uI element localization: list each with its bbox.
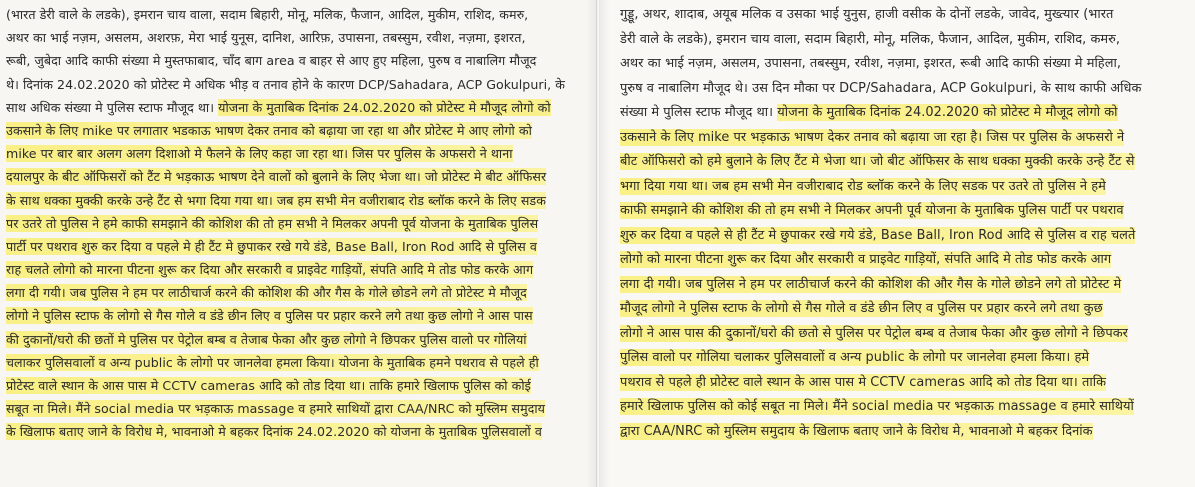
- line-text: उकसाने के लिए mike पर भड़काऊ भाषण देकर तनाव को बढ़ाया जा रहा है। जिस पर पुलिस के अफसरो ने: [620, 129, 1125, 145]
- line-text: भगा दिया गया था। जब हम सभी मेन वजीराबाद रोड ब्लॉक करने के लिए सडक पर उतरे तो पुलिस ने हमे: [620, 178, 1106, 194]
- left-page-line: [6, 96, 590, 119]
- line-text: दयालपुर के बीट ऑफिसरों को टैंट मे भड़काऊ भाषण देने वालों को बुलाने के लिए भेजा था। जो प्रोटेस्ट मे बीट ऑफिसर: [6, 169, 547, 185]
- line-text: लोगो को मारना पीटना शुरू कर दिया और सरकारी व प्राइवेट गाड़ियों, संपति आदि मे तोड फोड करके आग: [620, 252, 1112, 267]
- left-page-line: [6, 73, 590, 96]
- right-page-line: [620, 28, 1189, 53]
- right-page-line: [620, 346, 1189, 371]
- right-page-line: [620, 395, 1189, 420]
- left-page-line: [6, 281, 590, 304]
- right-page-line: [620, 248, 1189, 273]
- line-text: के साथ धक्का मुक्की करके उन्हे टैंट से भगा दिया गया था। जब हम सभी मेन वजीराबाद रोड ब्लॉक करने के लिए सडक: [6, 192, 546, 208]
- left-page-line: [6, 304, 590, 327]
- right-page-line: [620, 150, 1189, 175]
- highlighted-text: योजना के मुताबिक दिनांक 24.02.2020 को प्रोटेस्ट मे मौजूद लोगो को: [777, 105, 1118, 120]
- left-page-line: [6, 420, 590, 443]
- line-text: सबूत ना मिले। मैंने social media पर भड़काऊ massage व हमारे साथियों द्वारा CAA/NRC को मुस्लिम समुदाय: [6, 401, 546, 417]
- right-page-line: [620, 126, 1189, 151]
- line-text: लोगो ने आस पास की दुकानों/घरो की छतो से पुलिस पर पेट्रोल बम्ब व तेजाब फेका और कुछ लोगो ने छिपकर: [620, 325, 1128, 341]
- line-text: शुरु कर दिया व पहले से ही टैंट मे छुपाकर रखे गये डंडे, Base Ball, Iron Rod आदि से पुलिस व राह चलते: [620, 227, 1136, 243]
- left-page-line: [6, 142, 590, 165]
- line-text: रूबी, जुबेदा आदि काफी संख्या मे मुस्तफाबाद, चाँद बाग area व बाहर से आए हुए महिला, पुरुष व नाबालिग मौजूद: [6, 53, 537, 69]
- left-page-line: [6, 119, 590, 142]
- right-page: [600, 0, 1195, 487]
- right-page-line: [620, 3, 1189, 28]
- left-page-line: [6, 351, 590, 374]
- left-page-line: [6, 49, 590, 72]
- right-page-line: [620, 371, 1189, 396]
- line-text: अथर का भाई नज़म, असलम, उपासना, तबस्सुम, रवीश, नज़मा, इशरत, रूबी आदि काफी संख्या मे महिला,: [620, 56, 1121, 71]
- left-page-line: [6, 328, 590, 351]
- line-text: हमारे खिलाफ पुलिस को कोई सबूत ना मिले। मैंने social media पर भड़काऊ massage व हमारे साथियों: [620, 399, 1134, 414]
- right-page-line: [620, 273, 1189, 298]
- line-text: अथर का भाई नज़म, असलम, अशरफ़, मेरा भाई युनूस, दानिश, आरिफ़, उपासना, तबस्सुम, रवीश, नज़मा, इशरत,: [6, 30, 526, 46]
- left-page-line: [6, 26, 590, 49]
- left-page-line: [6, 444, 590, 467]
- left-page-line: [6, 235, 590, 258]
- left-page-line: [6, 258, 590, 281]
- line-text: के खिलाफ बताए जाने के विरोध मे, भावनाओ मे बहकर दिनांक 24.02.2020 को योजना के मुताबिक पुलिसवालों व: [6, 424, 542, 440]
- line-text: डेरी वाले के लडके), इमरान चाय वाला, सदाम बिहारी, मोनू, मलिक, फैजान, आदिल, मुकीम, राशिद, कमरु,: [620, 31, 1121, 47]
- left-page-line: [6, 374, 590, 397]
- left-page: [0, 0, 596, 487]
- right-page-line: [620, 322, 1189, 347]
- left-page-line: [6, 189, 590, 212]
- line-text: लोगो ने पुलिस स्टाफ के लोगो से गैस गोले व डंडे छीन लिए व पुलिस पर प्रहार करने लगे तथा कुछ लोगो ने आस पास: [6, 308, 533, 324]
- line-text: लगा दी गयी। जब पुलिस ने हम पर लाठीचार्ज करने की कोशिश की और गैस के गोले छोडने लगे तो प्रोटेस्ट मे: [620, 276, 1122, 292]
- line-text: संख्या मे पुलिस स्टाफ मौजूद था।: [620, 105, 774, 120]
- line-text: पुरुष व नाबालिग मौजूद थे। उस दिन मौका पर DCP/Sahadara, ACP Gokulpuri, के साथ काफी अधिक: [620, 80, 1142, 96]
- left-page-line: [6, 3, 590, 26]
- right-page-line: [620, 101, 1189, 126]
- line-text: चलाकर पुलिसवालों व अन्य public के लोगो पर जानलेवा हमला किया। योजना के मुताबिक हमने पथराव से पहले ही: [6, 354, 539, 370]
- right-page-line: [620, 420, 1189, 445]
- right-page-line: [620, 297, 1189, 322]
- line-text: गुड्डू, अथर, शादाब, अयूब मलिक व उसका भाई युनुस, हाजी वसीक के दोनों लडके, जावेद, मुख्त्यार (भारत: [620, 7, 1114, 22]
- line-text: mike पर बार बार अलग अलग दिशाओ मे फैलने के लिए कहा जा रहा था। जिस पर पुलिस के अफसरो ने थाना: [6, 146, 513, 162]
- right-page-line: [620, 224, 1189, 249]
- right-page-line: [620, 199, 1189, 224]
- line-text: साथ अधिक संख्या मे पुलिस स्टाफ मौजूद था।: [6, 99, 215, 115]
- left-page-line: [6, 212, 590, 235]
- line-text: राह चलते लोगो को मारना पीटना शुरू कर दिया और सरकारी व प्राइवेट गाड़ियों, संपति आदि मे तोड फोड करके आग: [6, 262, 534, 278]
- line-text: उकसाने के लिए mike पर लगातार भडकाऊ भाषण देकर तनाव को बढ़ाया जा रहा था और प्रोटेस्ट मे आए लोगो को: [6, 122, 532, 138]
- line-text: पथराव से पहले ही प्रोटेस्ट वाले स्थान के आस पास मे CCTV cameras आदि को तोड दिया था। ताकि: [620, 374, 1107, 390]
- left-page-line: [6, 165, 590, 188]
- line-text: मौजूद लोगो ने पुलिस स्टाफ के लोगो से गैस गोले व डंडे छीन लिए व पुलिस पर प्रहार करने लगे तथा कुछ: [620, 301, 1103, 316]
- line-text: (भारत डेरी वाले के लडके), इमरान चाय वाला, सदाम बिहारी, मोनू, मलिक, फैजान, आदिल, मुकीम, राशिद, कमरु,: [6, 7, 529, 22]
- right-page-line: [620, 77, 1189, 102]
- right-page-line: [620, 175, 1189, 200]
- line-text: की दुकानों/घरो की छतों मे पुलिस पर पेट्रोल बम्ब व तेजाब फेका और कुछ लोगो ने छिपकर पुलिस वालो पर गोलियां: [6, 331, 527, 347]
- line-text: काफी समझाने की कोशिश की तो हम सभी ने मिलकर अपनी पूर्व योजना के मुताबिक पुलिस पार्टी पर पथराव: [620, 203, 1124, 218]
- line-text: पार्टी पर पथराव शुरु कर दिया व पहले मे ही टैंट मे छुपाकर रखे गये डंडे, Base Ball, Iron Rod आदि से पुलिस व: [6, 238, 537, 254]
- line-text: पुलिस वालो पर गोलिया चलाकर पुलिसवालों व अन्य public के लोगो पर जानलेवा हमला किया। हमे: [620, 350, 1090, 365]
- line-text: थे। दिनांक 24.02.2020 को प्रोटेस्ट मे अधिक भीड़ व तनाव होने के कारण DCP/Sahadara, ACP Gokulpuri, के: [6, 76, 565, 92]
- line-text: पर उतरे तो पुलिस ने हमे काफी समझाने की कोशिश की तो हम सभी ने मिलकर अपनी पूर्व योजना के मुताबिक पुलिस: [6, 215, 539, 231]
- right-page-line: [620, 52, 1189, 77]
- line-text: बीट ऑफिसरो को हमे बुलाने के लिए टैंट मे भेजा था। जो बीट ऑफिसर के साथ धक्का मुक्की करके उन्हे टैंट से: [620, 154, 1135, 169]
- line-text: लगा दी गयी। जब पुलिस ने हम पर लाठीचार्ज करने की कोशिश की और गैस के गोले छोडने लगे तो प्रोटेस्ट मे मौजूद: [6, 285, 527, 301]
- line-text: द्वारा CAA/NRC को मुस्लिम समुदाय के खिलाफ बताए जाने के विरोध मे, भावनाओ मे बहकर दिनांक: [620, 423, 1093, 439]
- highlighted-text: योजना के मुताबिक दिनांक 24.02.2020 को प्रोटेस्ट मे मौजूद लोगो को: [218, 99, 551, 115]
- line-text: प्रोटेस्ट वाले स्थान के आस पास मे CCTV cameras आदि को तोड दिया था। ताकि हमारे खिलाफ पुलिस को कोई: [6, 378, 531, 393]
- left-page-line: [6, 397, 590, 420]
